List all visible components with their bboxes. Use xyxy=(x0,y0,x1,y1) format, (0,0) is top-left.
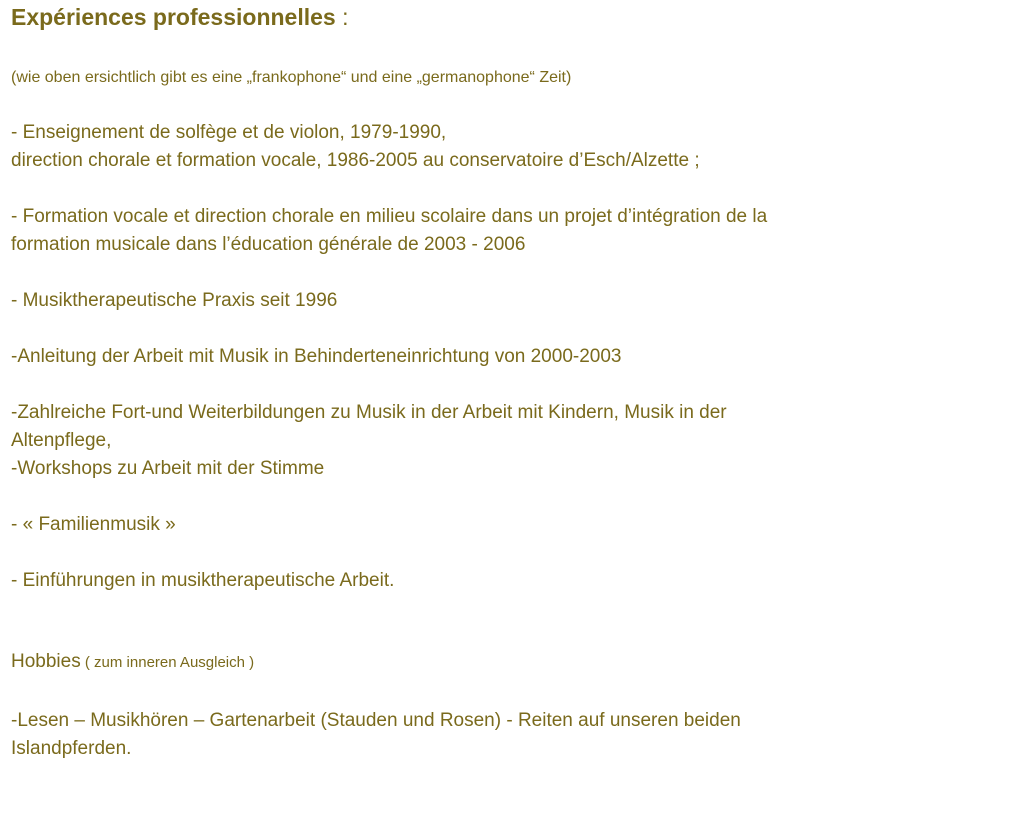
experience-item xyxy=(11,287,1001,315)
hobbies-list xyxy=(11,707,1001,763)
experience-line: -Anleitung der Arbeit mit Musik in Behinderteneinrichtung von 2000-2003 xyxy=(11,346,622,367)
experience-line: - « Familienmusik » xyxy=(11,514,176,535)
experience-line: formation musicale dans l’éducation générale de 2003 - 2006 xyxy=(11,234,526,255)
experience-item xyxy=(11,511,1001,539)
experience-line: Altenpflege, xyxy=(11,430,112,451)
experience-item xyxy=(11,119,1001,175)
experience-line: - Einführungen in musiktherapeutische Arbeit. xyxy=(11,570,395,591)
hobbies-heading xyxy=(11,648,254,677)
hobbies-line: Islandpferden. xyxy=(11,738,132,759)
section-title-suffix: : xyxy=(335,4,349,30)
experience-line: -Zahlreiche Fort-und Weiterbildungen zu Musik in der Arbeit mit Kindern, Musik in der xyxy=(11,402,727,423)
hobbies-note: ( zum inneren Ausgleich ) xyxy=(80,654,255,671)
experience-line: - Musiktherapeutische Praxis seit 1996 xyxy=(11,290,338,311)
experience-line: - Enseignement de solfège et de violon, 1979-1990, xyxy=(11,122,447,143)
experience-line: direction chorale et formation vocale, 1986-2005 au conservatoire d’Esch/Alzette ; xyxy=(11,150,700,171)
experience-item xyxy=(11,399,1001,483)
hobbies-line: -Lesen – Musikhören – Gartenarbeit (Stauden und Rosen) - Reiten auf unseren beiden xyxy=(11,710,741,731)
experience-item xyxy=(11,343,1001,371)
intro-note: (wie oben ersichtlich gibt es eine „frankophone“ und eine „germanophone“ Zeit) xyxy=(11,69,572,86)
experience-line: -Workshops zu Arbeit mit der Stimme xyxy=(11,458,325,479)
experience-item xyxy=(11,203,1001,259)
hobbies-title: Hobbies xyxy=(11,651,81,672)
experience-item xyxy=(11,567,1001,595)
experience-line: - Formation vocale et direction chorale en milieu scolaire dans un projet d’intégration de la xyxy=(11,206,768,227)
section-heading xyxy=(11,2,348,32)
section-title: Expériences professionnelles xyxy=(11,4,336,30)
